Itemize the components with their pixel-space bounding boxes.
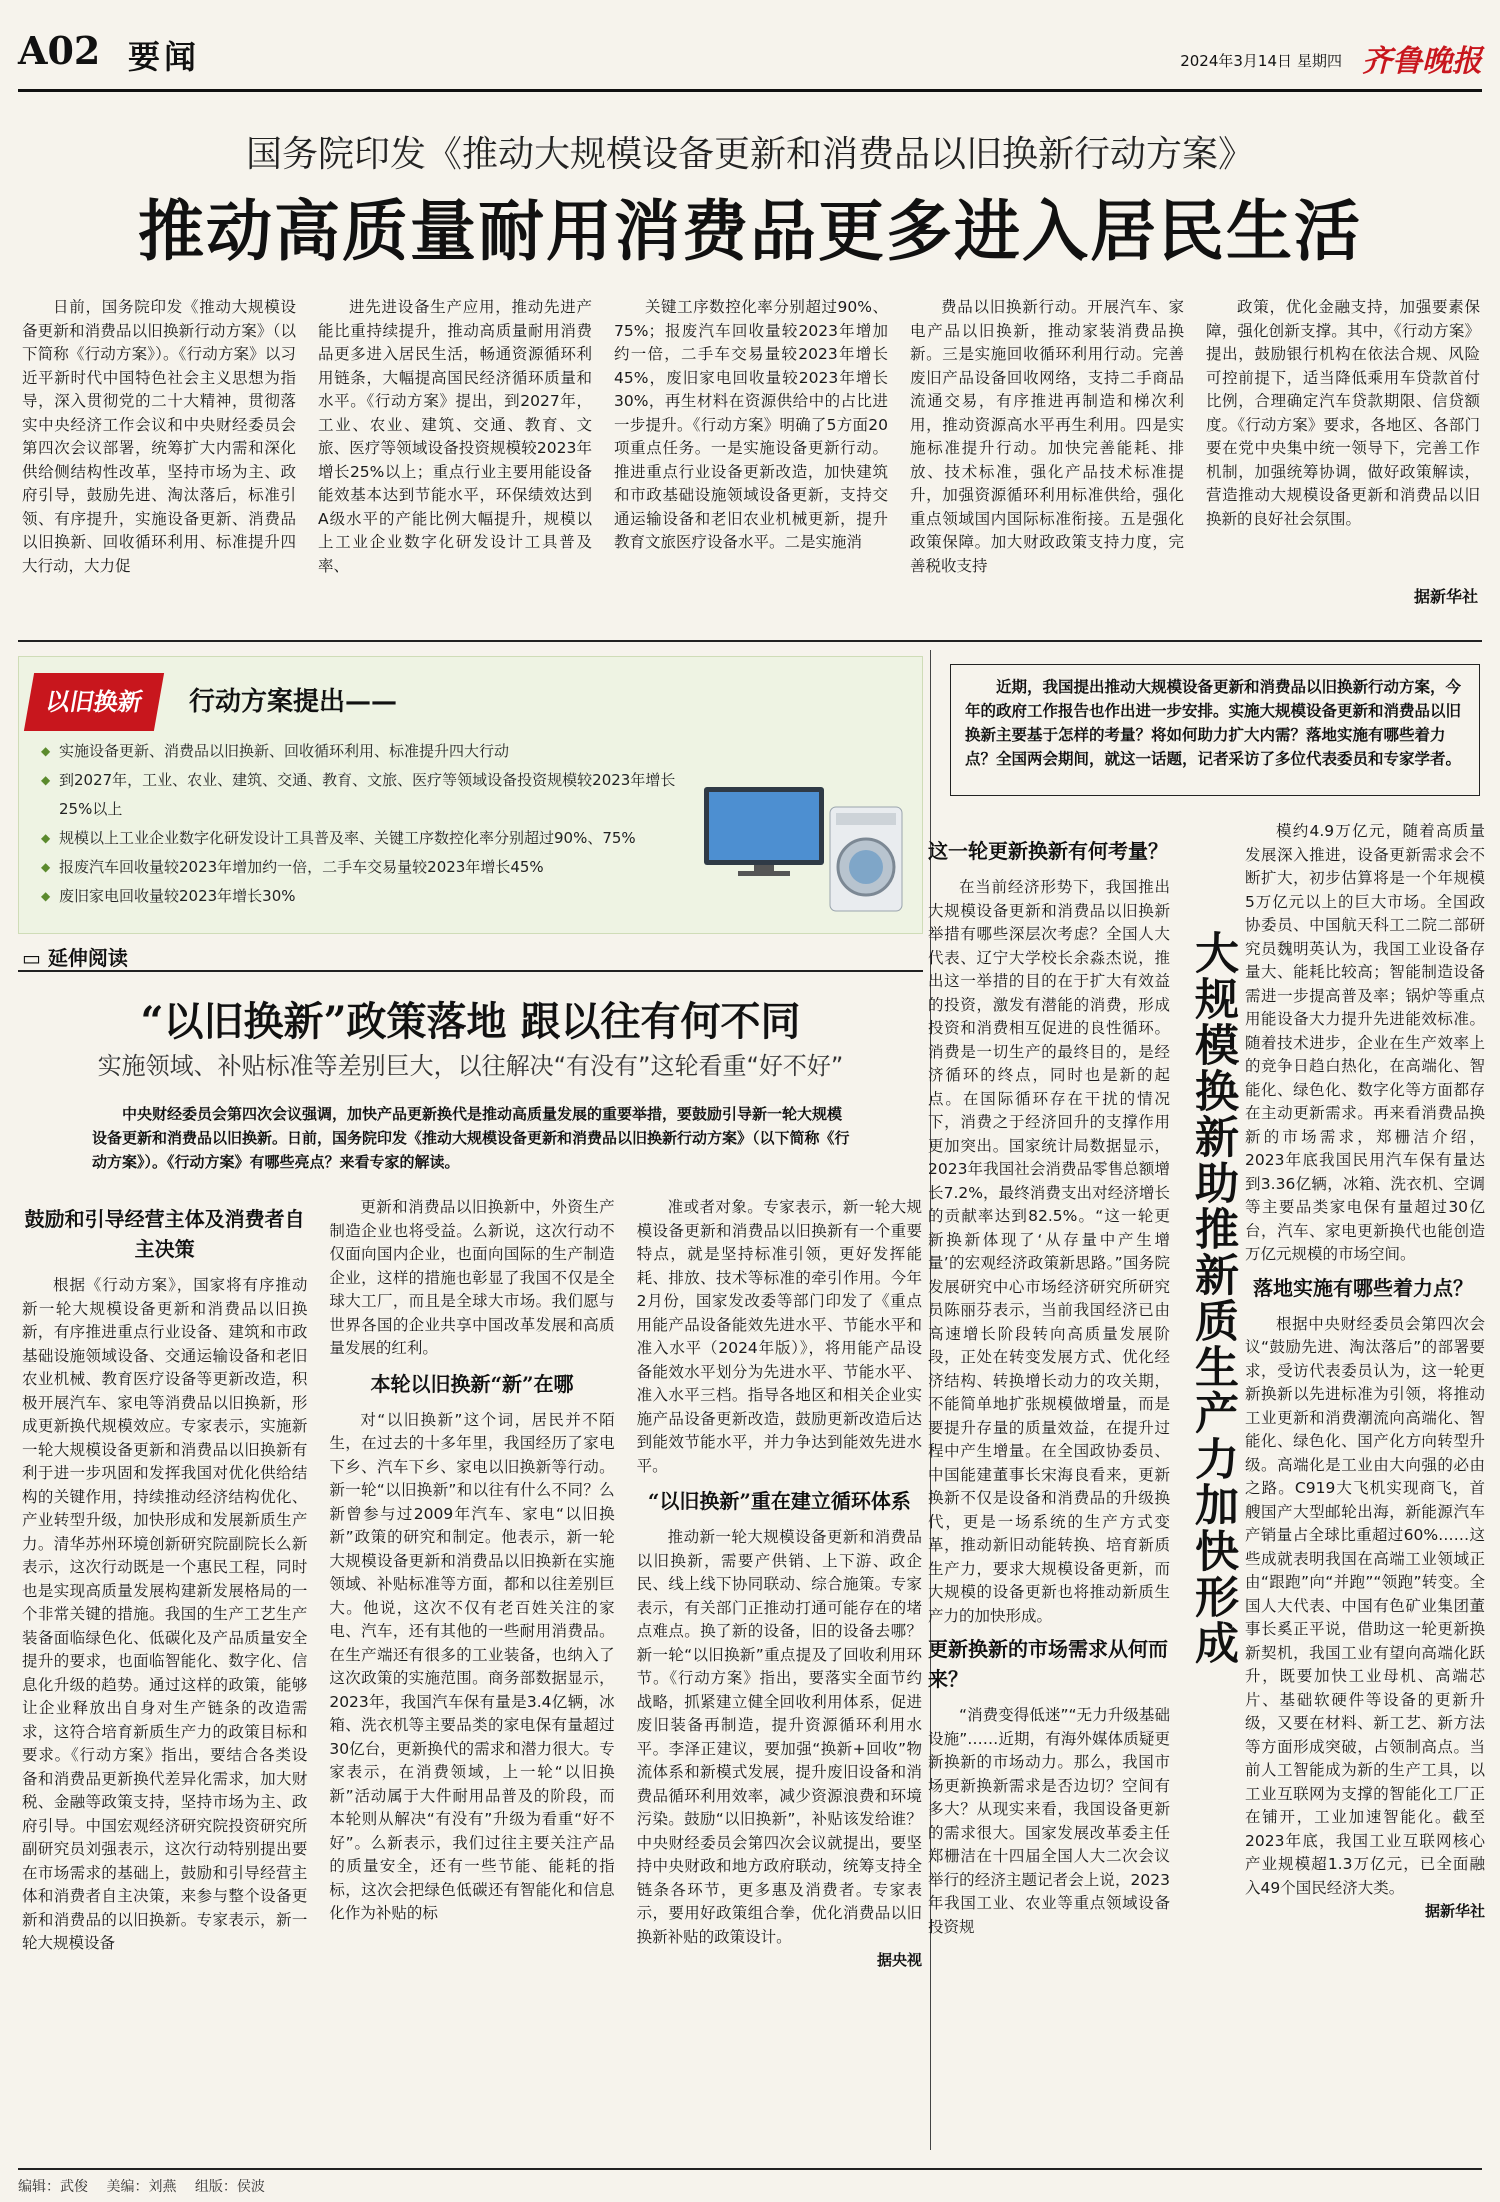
right-intro-box: 近期，我国提出推动大规模设备更新和消费品以旧换新行动方案，今年的政府工作报告也作出进一步安排。实施大规模设备更新和消费品以旧换新主要基于怎样的考量？将如何助力扩大内需？落地实施有哪些着力点？全国两会期间，就这一话题，记者采访了多位代表委员和专家学者。: [950, 664, 1480, 796]
feature-rule: [18, 970, 923, 972]
feature-headline: “以旧换新”政策落地 跟以往有何不同: [140, 998, 801, 1045]
feature-lead: 中央财经委员会第四次会议强调，加快产品更新换代是推动高质量发展的重要举措，要鼓励引导新一轮大规模设备更新和消费品以旧换新。日前，国务院印发《推动大规模设备更新和消费品以旧换新行动方案》（以下简称《行动方案》）。《行动方案》有哪些亮点？来看专家的解读。: [92, 1105, 850, 1171]
infobox-title: 行动方案提出——: [189, 687, 398, 717]
feature-kicker: 实施领域、补贴标准等差别巨大，以往解决“有没有”这轮看重“好不好”: [97, 1052, 844, 1080]
lead-kicker: 国务院印发《推动大规模设备更新和消费品以旧换新行动方案》: [245, 134, 1254, 175]
question-text: “消费变得低迷”“无力升级基础设施”……近期，有海外媒体质疑更新换新的市场动力。那么，我国市场更新换新需求是否边切？空间有多大？从现实来看，我国设备更新的需求很大。国家发展改革委主任郑栅洁在十四届全国人大二次会议举行的经济主题记者会上说，2023年我国工业、农业等重点领域设备投资规: [928, 1706, 1170, 1936]
lead-headline: 推动高质量耐用消费品更多进入居民生活: [138, 192, 1362, 270]
feature-subhead: 鼓励和引导经营主体及消费者自主决策: [24, 1207, 305, 1261]
question-heading: 更新换新的市场需求从何而来？: [928, 1637, 1168, 1691]
vertical-title: 大规模换新助推新质生产力加快形成: [1187, 930, 1238, 1666]
feature-label: ▭ 延伸阅读: [22, 946, 128, 970]
paper-logo: 齐鲁晚报: [1362, 44, 1482, 79]
feature-column: [637, 1196, 922, 2146]
right-credit: 据新华社: [1424, 1902, 1485, 1920]
infobox-item: ◆ 实施设备更新、消费品以旧换新、回收循环利用、标准提升四大行动: [41, 737, 701, 766]
lead-column: [614, 296, 888, 626]
question-heading: 落地实施有哪些着力点？: [1253, 1275, 1473, 1300]
feature-body: [22, 1196, 922, 2146]
page-number: A02: [18, 28, 101, 73]
infobox-item: ◆ 规模以上工业企业数字化研发设计工具普及率、关键工序数控化率分别超过90%、75%: [41, 824, 701, 853]
right-column-left: [920, 830, 1170, 2140]
lead-column-text: 费品以旧换新行动。开展汽车、家电产品以旧换新，推动家装消费品换新。三是实施回收循环利用行动。完善废旧产品设备回收网络，支持二手商品流通交易，有序推进再制造和梯次利用，推动资源高水平再生利用。四是实施标准提升行动。加快完善能耗、排放、技术标准，强化产品技术标准提升，加强资源循环利用标准供给，强化重点领域国内国际标准衔接。五是强化政策保障。加大财政政策支持力度，完善税收支持: [910, 298, 1184, 575]
feature-subhead: “以旧换新”重在建立循环体系: [647, 1489, 911, 1513]
infobox-item: ◆ 废旧家电回收量较2023年增长30%: [41, 882, 701, 911]
lead-column: [1206, 296, 1480, 626]
feature-label-text: 延伸阅读: [47, 946, 128, 970]
infobox-item: ◆ 报废汽车回收量较2023年增加约一倍，二手车交易量较2023年增长45%: [41, 853, 701, 882]
feature-column: [329, 1196, 614, 2146]
lead-column: [22, 296, 296, 626]
section-name: 要闻: [128, 38, 201, 76]
feature-credit: 据央视: [876, 1951, 922, 1969]
infobox-tag: 以旧换新: [24, 673, 164, 731]
lead-column-text: 日前，国务院印发《推动大规模设备更新和消费品以旧换新行动方案》（以下简称《行动方案》）。《行动方案》以习近平新时代中国特色社会主义思想为指导，深入贯彻党的二十大精神，贯彻落实中央经济工作会议和中央财经委员会第四次会议部署，统筹扩大内需和深化供给侧结构性改革，坚持市场为主、政府引导，鼓励先进、淘汰落后，标准引领、有序提升，实施设备更新、消费品以旧换新、回收循环利用、标准提升四大行动，大力促: [22, 298, 296, 575]
section-divider: [18, 640, 1482, 642]
feature-text: 准或者对象。专家表示，新一轮大规模设备更新和消费品以旧换新有一个重要特点，就是坚持标准引领，更好发挥能耗、排放、技术等标准的牵引作用。今年2月份，国家发改委等部门印发了《重点用能产品设备能效先进水平、节能水平和准入水平（2024年版）》，将用能产品设备能效水平划分为先进水平、节能水平、准入水平三档。指导各地区和相关企业实施产品设备更新改造，鼓励更新改造后达到能效节能水平，并力争达到能效先进水平。: [636, 1198, 922, 1475]
page-footer: [18, 2168, 1482, 2196]
infobox-item: ◆ 到2027年，工业、农业、建筑、交通、教育、文旅、医疗等领域设备投资规模较2023年增长25%以上: [41, 766, 701, 824]
designer-credit: 美编：刘燕: [106, 2179, 177, 2195]
question-heading: 这一轮更新换新有何考量？: [928, 839, 1168, 863]
page-header: [18, 22, 1482, 92]
lead-column: [318, 296, 592, 626]
infobox: [18, 656, 923, 934]
feature-subhead: 本轮以旧换新“新”在哪: [370, 1371, 574, 1396]
feature-text: 推动新一轮大规模设备更新和消费品以旧换新，需要产供销、上下游、政企民、线上线下协同联动、综合施策。专家表示，有关部门正推动打通可能存在的堵点难点。换了新的设备，旧的设备去哪？新一轮“以旧换新”重点提及了回收利用环节。《行动方案》指出，要落实全面节约战略，抓紧建立健全回收利用体系，促进废旧装备再制造，提升资源循环利用水平。李泽正建议，要加强“换新+回收”物流体系和新模式发展，提升废旧设备和消费品循环利用效率，减少资源浪费和环境污染。鼓励“以旧换新”，补贴该发给谁？中央财经委员会第四次会议就提出，要坚持中央财政和地方政府联动，统筹支持全链条各环节，更多惠及消费者。专家表示，要用好政策组合拳，优化消费品以旧换新补贴的政策设计。: [636, 1528, 922, 1946]
issue-weekday: 星期四: [1296, 52, 1342, 70]
editor-credit: 编辑：武俊: [18, 2179, 88, 2195]
lead-byline: 据新华社: [1413, 587, 1478, 606]
right-column-right: [1245, 820, 1485, 2130]
infobox-list: [41, 737, 701, 911]
question-text: 在当前经济形势下，我国推出大规模设备更新和消费品以旧换新举措有哪些深层次考虑？全国人大代表、辽宁大学校长余淼杰说，推出这一举措的目的在于扩大有效益的投资，激发有潜能的消费，形成投资和消费相互促进的良性循环。消费是一切生产的最终目的，是经济循环的终点，同时也是新的起点。在国际循环存在干扰的情况下，消费之于经济回升的支撑作用更加突出。国家统计局数据显示，2023年我国社会消费品零售总额增长7.2%，最终消费支出对经济增长的贡献率达到82.5%。“这一轮更新换新体现了‘从存量中产生增量’的宏观经济政策新思路。”国务院发展研究中心市场经济研究所研究员陈丽芬表示，当前我国经济已由高速增长阶段转向高质量发展阶段，正处在转变发展方式、优化经济结构、转换增长动力的攻关期，不能简单地扩张规模做增量，而是要提升存量的质量效益，在提升过程中产生增量。在全国政协委员、中国能建董事长宋海良看来，更新换新不仅是设备和消费品的升级换代，更是一场系统的生产方式变革，推动新旧动能转换、培育新质生产力，要求大规模设备更新，而大规模的设备更新也将推动新质生产力的加快形成。: [928, 878, 1170, 1625]
lead-column: [910, 296, 1184, 626]
question-text: 模约4.9万亿元，随着高质量发展深入推进，设备更新需求会不断扩大，初步估算将是一个年规模5万亿元以上的巨大市场。全国政协委员、中国航天科工二院二部研究员魏明英认为，我国工业设备存量大、能耗比较高；智能制造设备需进一步提高普及率；锅炉等重点用能设备大力提升先进能效标准。随着技术进步，企业在生产效率上的竞争日趋白热化，在高端化、智能化、绿色化、数字化等方面都存在主动更新需求。再来看消费品换新的市场需求，郑栅洁介绍，2023年底我国民用汽车保有量达到3.36亿辆，冰箱、洗衣机、空调等主要品类家电保有量超过30亿台，汽车、家电更新换代也能创造万亿元规模的市场空间。: [1245, 822, 1485, 1263]
issue-date: 2024年3月14日: [1180, 52, 1292, 70]
lead-column-text: 进先进设备生产应用，推动先进产能比重持续提升，推动高质量耐用消费品更多进入居民生活，畅通资源循环利用链条，大幅提高国民经济循环质量和水平。《行动方案》提出，到2027年，工业、农业、建筑、交通、教育、文旅、医疗等领域设备投资规模较2023年增长25%以上；重点行业主要用能设备能效基本达到节能水平，环保绩效达到A级水平的产能比例大幅提升，规模以上工业企业数字化研发设计工具普及率、: [318, 298, 592, 575]
lead-body: [22, 296, 1480, 626]
feature-text: 对“以旧换新”这个词，居民并不陌生，在过去的十多年里，我国经历了家电下乡、汽车下乡、家电以旧换新等行动。新一轮“以旧换新”和以往有什么不同？么新曾参与过2009年汽车、家电“以旧换新”政策的研究和制定。他表示，新一轮大规模设备更新和消费品以旧换新在实施领域、补贴标准等方面，都和以往差别巨大。他说，这次不仅有老百姓关注的家电、汽车，还有其他的一些耐用消费品。在生产端还有很多的工业装备，也纳入了这次政策的实施范围。商务部数据显示，2023年，我国汽车保有量是3.4亿辆，冰箱、洗衣机等主要品类的家电保有量超过30亿台，更新换代的需求和潜力很大。专家表示，在消费领域，上一轮“以旧换新”活动属于大件耐用品普及的阶段，而本轮则从解决“有没有”升级为看重“好不好”。么新表示，我们过往主要关注产品的质量安全，还有一些节能、能耗的指标，这次会把绿色低碳还有智能化和信息化作为补贴的标: [329, 1410, 615, 1922]
lead-column-text: 政策，优化金融支持，加强要素保障，强化创新支撑。其中，《行动方案》提出，鼓励银行机构在依法合规、风险可控前提下，适当降低乘用车贷款首付比例，合理确定汽车贷款期限、信贷额度。《行动方案》要求，各地区、各部门要在党中央集中统一领导下，完善工作机制，加强统筹协调，做好政策解读，营造推动大规模设备更新和消费品以旧换新的良好社会氛围。: [1206, 298, 1480, 528]
feature-text: 更新和消费品以旧换新中，外资生产制造企业也将受益。么新说，这次行动不仅面向国内企业，也面向国际的生产制造企业，这样的措施也彰显了我国不仅是全球大工厂，而且是全球大市场。我们愿与世界各国的企业共享中国改革发展和高质量发展的红利。: [329, 1198, 615, 1357]
proofreader-credit: 组版：侯波: [194, 2179, 265, 2195]
lead-column-text: 关键工序数控化率分别超过90%、75%；报废汽车回收量较2023年增加约一倍，二手车交易量较2023年增长45%，废旧家电回收量较2023年增长30%，再生材料在资源供给中的占比进一步提升。《行动方案》明确了5方面20项重点任务。一是实施设备更新行动。推进重点行业设备更新改造，加快建筑和市政基础设施领域设备更新，支持交通运输设备和老旧农业机械更新，提升教育文旅医疗设备水平。二是实施消: [614, 298, 888, 551]
question-text: 根据中央财经委员会第四次会议“鼓励先进、淘汰落后”的部署要求，受访代表委员认为，这一轮更新换新以先进标准为引领，将推动工业更新和消费潮流向高端化、智能化、绿色化、国产化方向转型升级。高端化是工业由大向强的必由之路。C919大飞机实现商飞，首艘国产大型邮轮出海，新能源汽车产销量占全球比重超过60%……这些成就表明我国在高端工业领域正由“跟跑”向“并跑”“领跑”转变。全国人大代表、中国有色矿业集团董事长奚正平说，借助这一轮更新换新契机，我国工业有望向高端化跃升，既要加快工业母机、高端芯片、基础软硬件等设备的更新升级，又要在材料、新工艺、新方法等方面形成突破，占领制高点。当前人工智能成为新的生产工具，以工业互联网为支撑的智能化工厂正在铺开，工业加速智能化。截至2023年底，我国工业互联网核心产业规模超1.3万亿元，已全面融入49个国民经济大类。: [1245, 1314, 1485, 1897]
feature-text: 根据《行动方案》，国家将有序推动新一轮大规模设备更新和消费品以旧换新，有序推进重点行业设备、建筑和市政基础设施领域设备、交通运输设备和老旧农业机械、教育医疗设备等更新改造，积极开展汽车、家电等消费品以旧换新，形成更新换代规模效应。专家表示，实施新一轮大规模设备更新和消费品以旧换新有利于进一步巩固和发挥我国对优化供给结构的关键作用，持续推动经济结构优化、产业转型升级，加快形成和发展新质生产力。清华苏州环境创新研究院副院长么新表示，这次行动既是一个惠民工程，同时也是实现高质量发展构建新发展格局的一个非常关键的措施。我国的生产工艺生产装备面临绿色化、低碳化及产品质量安全提升的要求，也面临智能化、数字化、信息化升级的趋势。通过这样的政策，能够让企业释放出自身对生产链条的改造需求，这符合培育新质生产力的政策目标和要求。《行动方案》指出，要结合各类设备和消费品更新换代差异化需求，加大财税、金融等政策支持，坚持市场为主、政府引导。中国宏观经济研究院投资研究所副研究员刘强表示，这次行动特别提出要在市场需求的基础上，鼓励和引导经营主体和消费者自主决策，来参与整个设备更新和消费品的以旧换新。专家表示，新一轮大规模设备: [22, 1276, 308, 1952]
appliance-illustration: [698, 767, 908, 917]
feature-column: [22, 1196, 307, 2146]
